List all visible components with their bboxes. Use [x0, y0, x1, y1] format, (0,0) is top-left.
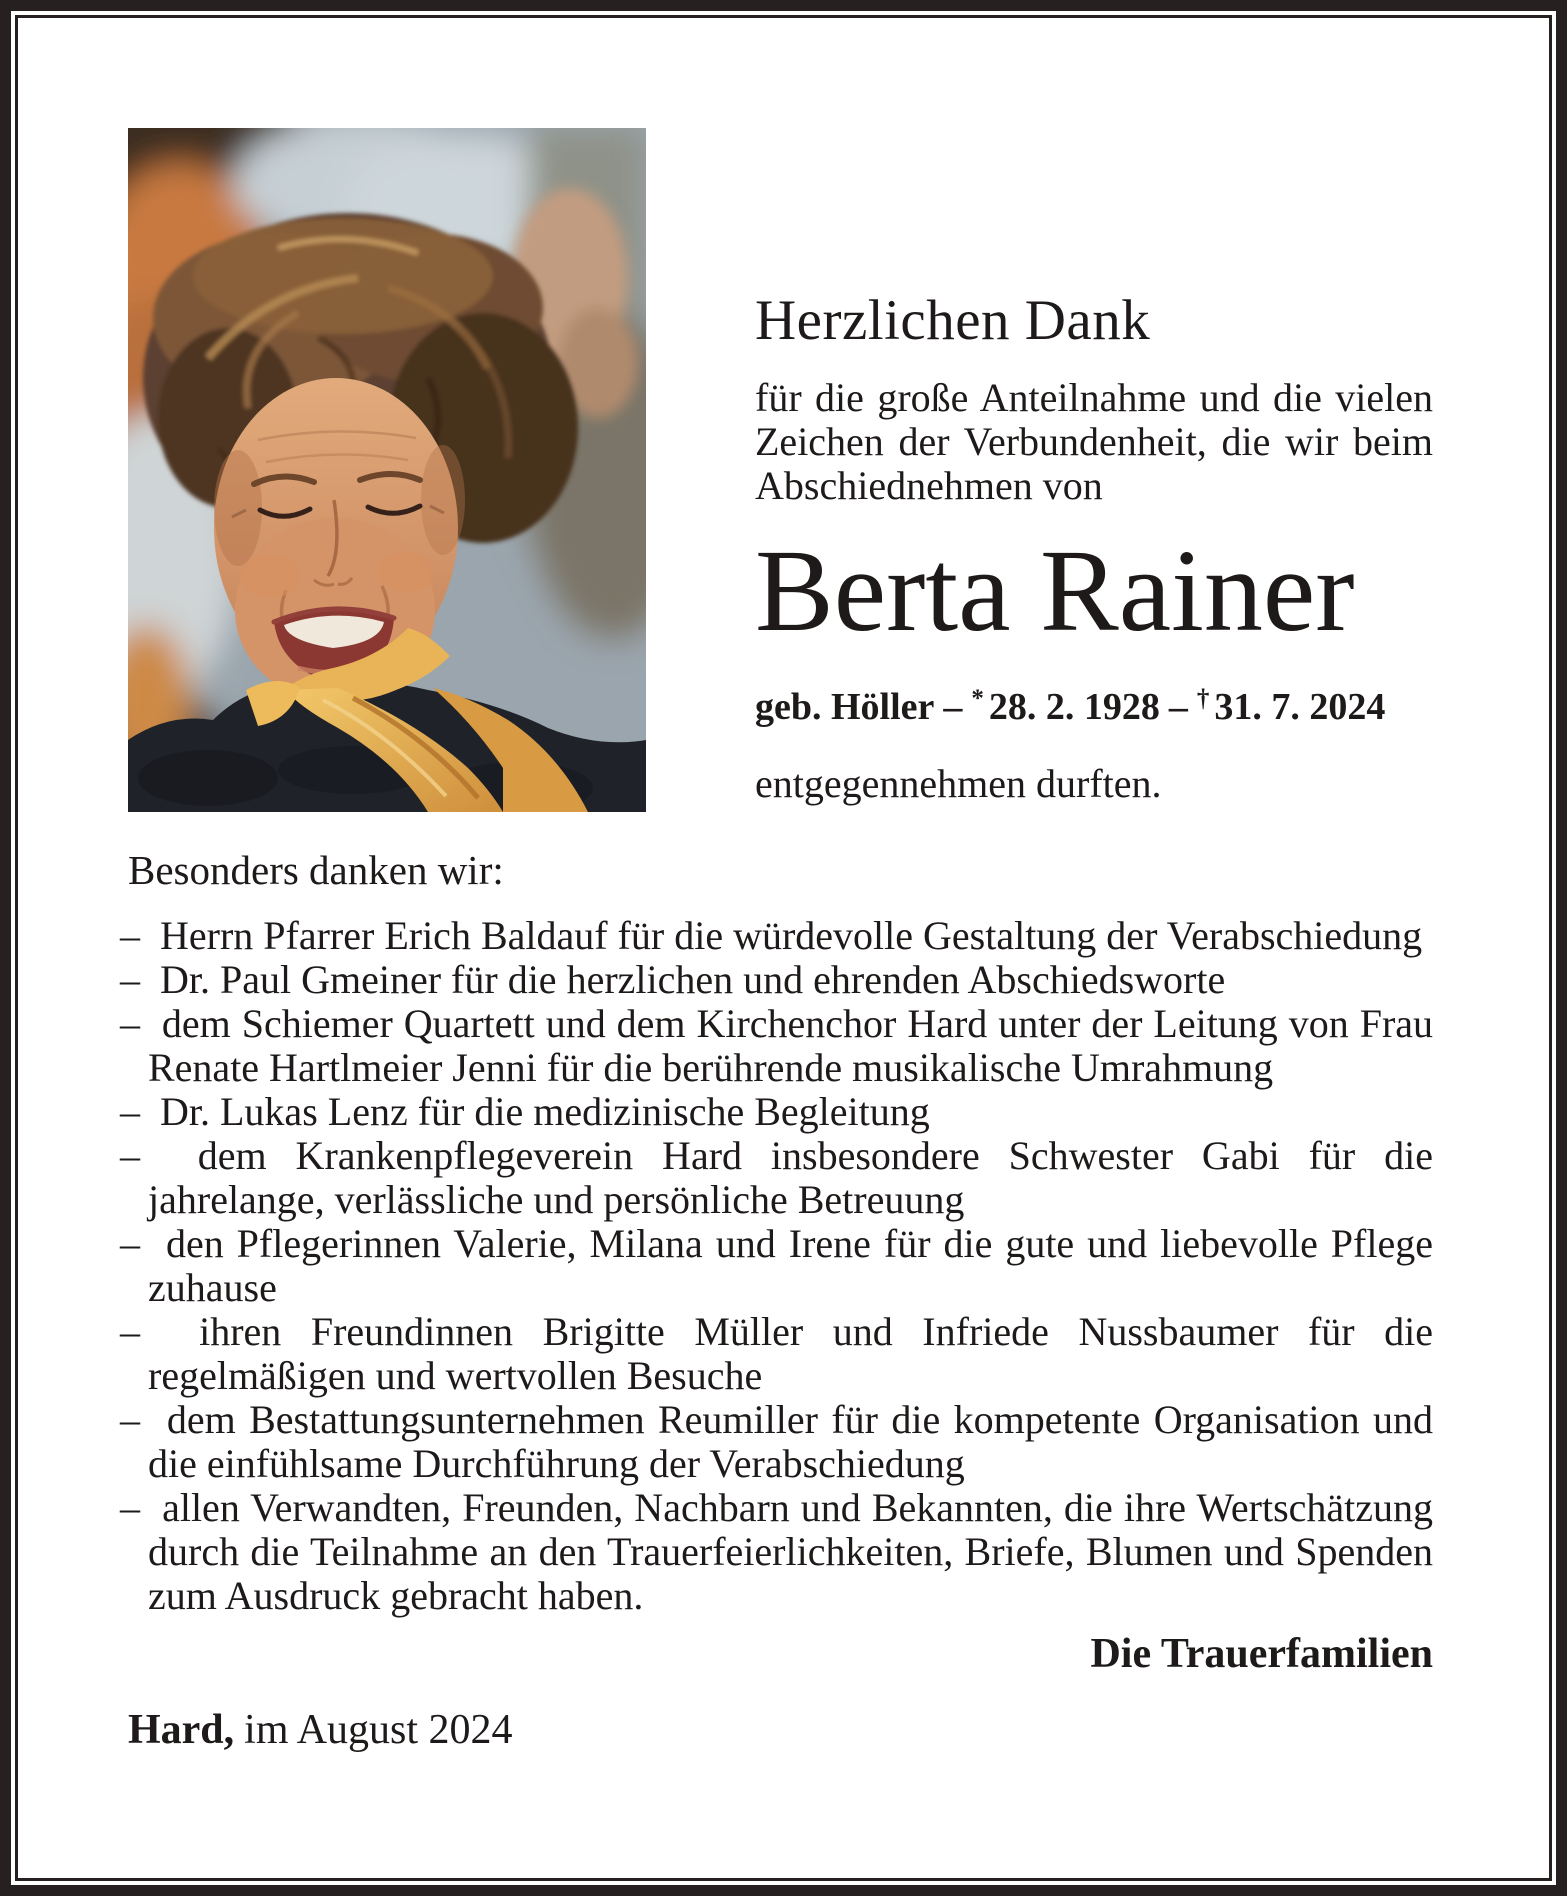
- thanks-item: [120, 1486, 1433, 1618]
- death-date: 31. 7. 2024: [1214, 686, 1386, 728]
- dash-marker: –: [120, 1133, 140, 1178]
- intro-paragraph: für die große Anteilnahme und die vielen Zeichen der Verbundenheit, die wir beim Abschiednehmen von: [755, 375, 1433, 508]
- death-dagger-symbol: †: [1196, 685, 1210, 712]
- thanks-item-text: dem Schiemer Quartett und dem Kirchenchor Hard unter der Leitung von Frau Renate Hartlmeier Jenni für die berührende musikalische Umrahmung: [148, 1001, 1434, 1090]
- thanks-item: [120, 1090, 1433, 1134]
- thanks-item: [120, 1002, 1433, 1090]
- dedication-column: [755, 128, 1433, 812]
- thanks-item: [120, 958, 1433, 1002]
- thanks-item: [120, 1310, 1433, 1398]
- dash-marker: –: [120, 1397, 140, 1442]
- dash-marker: –: [120, 1485, 140, 1530]
- dateline: [128, 1706, 1433, 1754]
- dash-marker: –: [120, 1001, 140, 1046]
- thanks-heading: Besonders danken wir:: [128, 847, 504, 893]
- card-content: [18, 18, 1549, 1878]
- dash-marker: –: [120, 1309, 140, 1354]
- portrait-photo: [128, 128, 646, 812]
- maiden-name: geb. Höller: [755, 686, 935, 728]
- thanks-item: [120, 1222, 1433, 1310]
- thanks-item: [120, 1134, 1433, 1222]
- thanks-item-text: dem Krankenpflegeverein Hard insbesondere Schwester Gabi für die jahrelange, verlässliche und persönliche Betreuung: [148, 1133, 1433, 1222]
- thanks-list: [120, 914, 1433, 1618]
- dateline-date: im August 2024: [244, 1707, 513, 1753]
- thanks-item: [120, 1398, 1433, 1486]
- life-dates: [755, 676, 1433, 730]
- thanks-item-text: dem Bestattungsunternehmen Reumiller für die kompetente Organisation und die einfühlsame Durchführung der Verabschiedung: [148, 1397, 1434, 1486]
- thanks-item-text: allen Verwandten, Freunden, Nachbarn und Bekannten, die ihre Wertschätzung durch die Teilnahme an den Trauerfeierlichkeiten, Briefe, Blumen und Spenden zum Ausdruck gebracht haben.: [148, 1485, 1434, 1618]
- dash-separator: –: [1168, 686, 1188, 728]
- dateline-place: Hard,: [128, 1707, 235, 1753]
- thanks-item-text: Dr. Lukas Lenz für die medizinische Begleitung: [160, 1089, 930, 1134]
- deceased-name: Berta Rainer: [755, 525, 1355, 656]
- thanks-item-text: den Pflegerinnen Valerie, Milana und Irene für die gute und liebevolle Pflege zuhause: [148, 1221, 1433, 1310]
- signature: Die Trauerfamilien: [1090, 1631, 1433, 1677]
- thanks-item-text: Herrn Pfarrer Erich Baldauf für die würdevolle Gestaltung der Verabschiedung: [160, 913, 1423, 958]
- thanks-item-text: Dr. Paul Gmeiner für die herzlichen und ehrenden Abschiedsworte: [160, 957, 1226, 1002]
- dash-marker: –: [120, 1221, 140, 1266]
- thanks-item-text: ihren Freundinnen Brigitte Müller und Infriede Nussbaumer für die regelmäßigen und wertvollen Besuche: [148, 1309, 1434, 1398]
- birth-star-symbol: *: [971, 685, 984, 712]
- dash-separator: –: [943, 686, 963, 728]
- page-title: Herzlichen Dank: [755, 289, 1151, 352]
- top-section: [128, 128, 1433, 812]
- dash-marker: –: [120, 913, 140, 958]
- dash-marker: –: [120, 1089, 140, 1134]
- dash-marker: –: [120, 957, 140, 1002]
- thanks-item: [120, 914, 1433, 958]
- closing-line: entgegennehmen durften.: [755, 761, 1162, 806]
- birth-date: 28. 2. 1928: [988, 686, 1160, 728]
